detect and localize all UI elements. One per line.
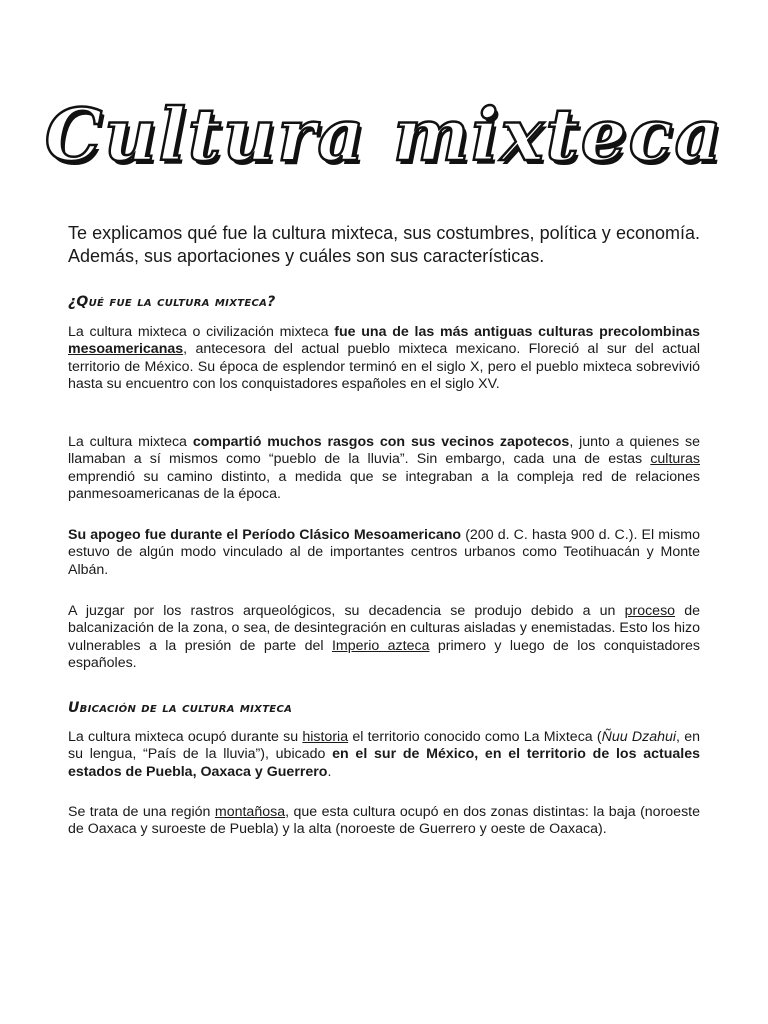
text: de balcanización de la zona, o sea, de desintegración en culturas aisladas y enemistadas. Esto los hizo vulnerables a la presión de parte del [68,603,700,654]
paragraph-3 [68,527,700,579]
paragraph-6 [68,804,700,839]
bold-text: en el sur de México, en el territorio de los actuales estados de Puebla, Oaxaca y Guerrero [68,746,701,780]
text: La cultura mixteca o civilización mixteca [68,324,335,340]
text: A juzgar por los rastros arqueológicos, su decadencia se produjo debido a un [68,603,625,619]
italic-text: Ñuu Dzahui [601,729,677,745]
text: el territorio conocido como La Mixteca ( [348,729,602,745]
paragraph-4 [68,603,700,673]
text: Se trata de una región [68,804,215,820]
bold-text: Su apogeo fue durante el Período Clásico Mesoamericano [68,527,462,543]
text: , antecesora del actual pueblo mixteca mexicano. Floreció al sur del actual territorio de México. Su época de esplendor terminó en el siglo X, pero el pueblo mixteca sobrevivió hasta su encuentro con los conquistadores españoles en el siglo XV. [68,341,700,393]
text: emprendió su camino distinto, a medida que se integraban a la compleja red de relaciones panmesoamericanas de la época. [68,468,700,503]
bold-text: compartió muchos rasgos con sus vecinos zapotecos [192,434,570,450]
text: , que esta cultura ocupó en dos zonas distintas: la baja (noroeste de Oaxaca y suroeste de Puebla) y la alta (noroeste de Guerrero y oeste de Oaxaca). [68,804,701,838]
text: . [327,763,332,780]
link-culturas[interactable]: culturas [650,451,700,468]
text: La cultura mixteca [68,434,193,450]
link-proceso[interactable]: proceso [624,603,676,619]
document-title: Cultura mixteca [44,92,724,177]
text: , junto a quienes se llamaban a sí mismos como “pueblo de la lluvia”. Sin embargo, cada una de estas [68,434,700,468]
paragraph-1 [68,324,700,394]
intro-paragraph: Te explicamos qué fue la cultura mixteca, sus costumbres, política y economía. Además, sus aportaciones y cuáles son sus características. [68,223,700,266]
link-historia[interactable]: historia [302,729,349,745]
text: , en su lengua, “País de la lluvia”), ubicado [68,729,700,763]
link-montanosa[interactable]: montañosa [214,804,286,820]
paragraph-2 [68,434,700,504]
text: (200 d. C. hasta 900 d. C.). El mismo estuvo de algún modo vinculado al de importantes centros urbanos como Teotihuacán y Monte Albán. [68,527,701,578]
text: La cultura mixteca ocupó durante su [68,729,303,745]
paragraph-5 [68,729,700,781]
bold-text: fue una de las más antiguas culturas precolombinas [334,324,700,340]
text: primero y luego de los conquistadores españoles. [68,637,700,672]
section-heading-ubicacion: Ubicación de la cultura mixteca [68,700,293,716]
section-heading-que-fue: ¿Qué fue la cultura mixteca? [68,294,276,310]
link-imperio-azteca[interactable]: Imperio azteca [331,637,430,654]
link-mesoamericanas[interactable]: mesoamericanas [68,341,184,358]
